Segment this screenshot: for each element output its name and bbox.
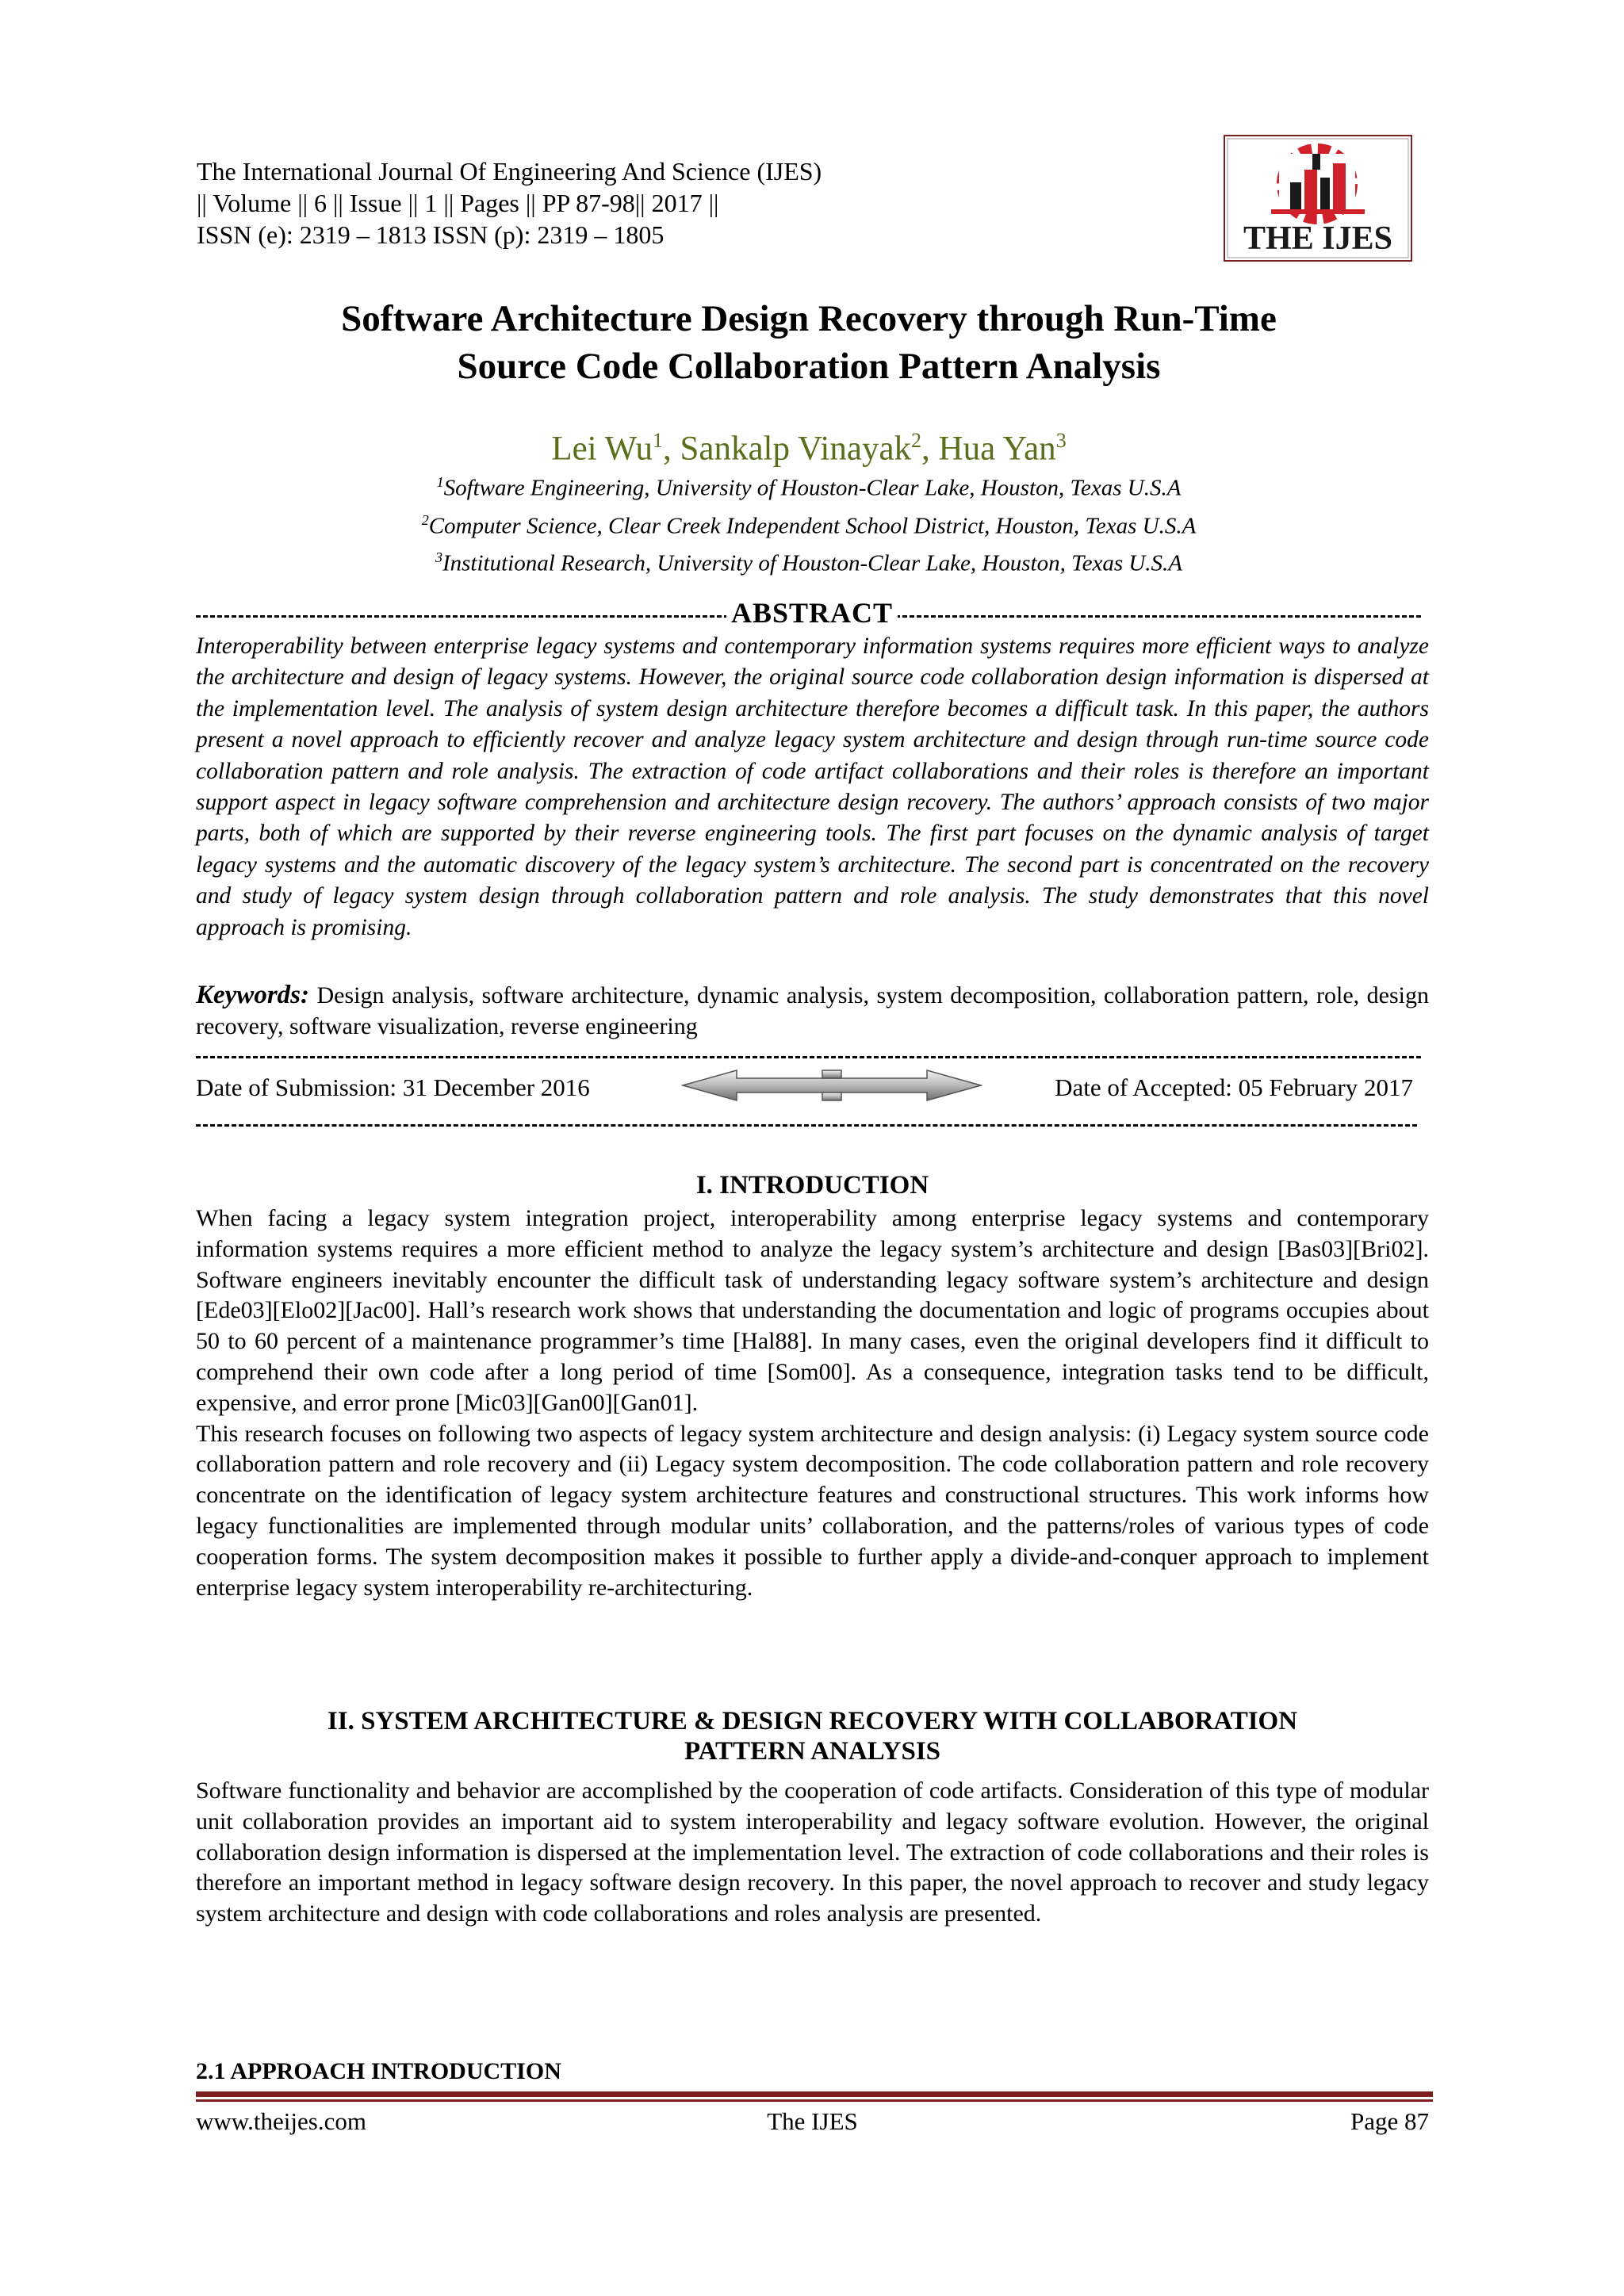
- affiliation-text: Software Engineering, University of Houston-Clear Lake, Houston, Texas U.S.A: [443, 475, 1182, 501]
- affiliation-list: [159, 466, 1459, 580]
- dates-bottom-divider: [196, 1124, 1417, 1127]
- paper-title: [159, 295, 1459, 390]
- keywords-label: Keywords:: [196, 981, 309, 1009]
- submission-date: Date of Submission: 31 December 2016: [196, 1073, 590, 1101]
- paragraph: This research focuses on following two aspects of legacy system architecture and design analysis: (i) Legacy system source code collaboration pattern and role recovery and (ii) Legacy system decomposition. The code collaboration pattern and role recovery concentrate on the identification of legacy system architecture features and constructional structures. This work informs how legacy functionalities are implemented through modular units’ collaboration, and the patterns/roles of various types of code cooperation forms. The system decomposition makes it possible to further apply a divide-and-conquer approach to implement enterprise legacy system interoperability re-architecturing.: [196, 1420, 1429, 1601]
- author-list: [159, 420, 1459, 469]
- heading-line: PATTERN ANALYSIS: [684, 1737, 941, 1766]
- journal-name: The International Journal Of Engineering And Science (IJES): [197, 157, 822, 186]
- section-heading-introduction: I. INTRODUCTION: [695, 1171, 929, 1200]
- author-separator: ,: [921, 430, 939, 468]
- introduction-body: [196, 1203, 1429, 1603]
- title-line-1: Software Architecture Design Recovery through Run-Time: [341, 298, 1277, 339]
- author-name: Lei Wu: [551, 430, 653, 468]
- affiliation-superscript: 3: [435, 549, 442, 566]
- affiliation-superscript: 1: [436, 474, 444, 490]
- keywords-text: Design analysis, software architecture, dynamic analysis, system decomposition, collaboration pattern, role, design recovery, software visualization, reverse engineering: [196, 982, 1429, 1039]
- footer-journal: The IJES: [767, 2107, 858, 2135]
- paragraph: When facing a legacy system integration project, interoperability among enterprise legacy systems and contemporary information systems requires a more efficient method to analyze the legacy system’s architecture and design [Bas03][Bri02]. Software engineers inevitably encounter the difficult task of understanding legacy software system’s architecture and design [Ede03][Elo02][Jac00]. Hall’s research work shows that understanding the documentation and logic of programs occupies about 50 to 60 percent of a maintenance programmer’s time [Hal88]. In many cases, even the original developers find it difficult to comprehend their own code after a long period of time [Som00]. As a consequence, integration tasks tend to be difficult, expensive, and error prone [Mic03][Gan00][Gan01].: [196, 1205, 1429, 1416]
- affiliation: [159, 541, 1459, 580]
- affiliation-text: Institutional Research, University of Houston-Clear Lake, Houston, Texas U.S.A: [442, 550, 1183, 576]
- title-line-2: Source Code Collaboration Pattern Analysis: [457, 346, 1161, 387]
- footer-page-number: Page 87: [1350, 2107, 1429, 2135]
- section2-body: [196, 1776, 1429, 1930]
- affiliation: [159, 504, 1459, 542]
- dates-top-divider: [196, 1056, 1421, 1058]
- author-superscript: 1: [652, 429, 663, 452]
- abstract-heading-wrap: [0, 596, 1624, 629]
- affiliation-text: Computer Science, Clear Creek Independent School District, Houston, Texas U.S.A: [428, 513, 1197, 539]
- subsection-heading: 2.1 APPROACH INTRODUCTION: [196, 2058, 561, 2084]
- author-superscript: 3: [1055, 429, 1067, 452]
- affiliation-superscript: 2: [421, 511, 429, 528]
- affiliation: [159, 466, 1459, 504]
- journal-volume: || Volume || 6 || Issue || 1 || Pages || PP 87-98|| 2017 ||: [197, 189, 719, 217]
- dates-row: [196, 1073, 1429, 1110]
- ijes-logo: [1224, 135, 1412, 262]
- author-superscript: 2: [911, 429, 922, 452]
- journal-issn: ISSN (e): 2319 – 1813 ISSN (p): 2319 – 1805: [197, 220, 665, 249]
- footer-rule: [196, 2099, 1433, 2102]
- abstract-heading: ABSTRACT: [726, 597, 898, 629]
- journal-info: [197, 155, 1109, 251]
- section-heading-system-architecture: [196, 1706, 1429, 1766]
- author-name: Hua Yan: [938, 430, 1056, 468]
- footer-website-link[interactable]: www.theijes.com: [196, 2107, 366, 2135]
- author-separator: ,: [662, 430, 680, 468]
- keywords: [196, 980, 1429, 1042]
- accepted-date: Date of Accepted: 05 February 2017: [1055, 1073, 1413, 1101]
- double-arrow-icon: [681, 1067, 982, 1104]
- footer-rule: [196, 2091, 1433, 2097]
- logo-text: THE IJES: [1243, 220, 1392, 257]
- page-footer: [196, 2107, 1429, 2139]
- author-name: Sankalp Vinayak: [680, 430, 912, 468]
- abstract-text: Interoperability between enterprise legacy systems and contemporary information systems requires more efficient ways to analyze the architecture and design of legacy systems. However, the original source code collaboration design information is dispersed at the implementation level. The analysis of system design architecture therefore becomes a difficult task. In this paper, the authors present a novel approach to efficiently recover and analyze legacy system architecture and design through run-time source code collaboration pattern and role analysis. The extraction of code artifact collaborations and their roles is therefore an important support aspect in legacy software comprehension and architecture design recovery. The authors’ approach consists of two major parts, both of which are supported by their reverse engineering tools. The first part focuses on the dynamic analysis of target legacy systems and the automatic discovery of the legacy system’s architecture. The second part is concentrated on the recovery and study of legacy system design through collaboration pattern and role analysis. The study demonstrates that this novel approach is promising.: [196, 633, 1429, 940]
- heading-line: II. SYSTEM ARCHITECTURE & DESIGN RECOVERY WITH COLLABORATION: [327, 1707, 1298, 1735]
- paragraph: Software functionality and behavior are accomplished by the cooperation of code artifacts. Consideration of this type of modular unit collaboration provides an important aid to system interoperability and legacy software evolution. However, the original collaboration design information is dispersed at the implementation level. The extraction of code collaborations and their roles is therefore an important method in legacy software design recovery. In this paper, the novel approach to recover and study legacy system architecture and design with code collaborations and roles analysis are presented.: [196, 1777, 1429, 1927]
